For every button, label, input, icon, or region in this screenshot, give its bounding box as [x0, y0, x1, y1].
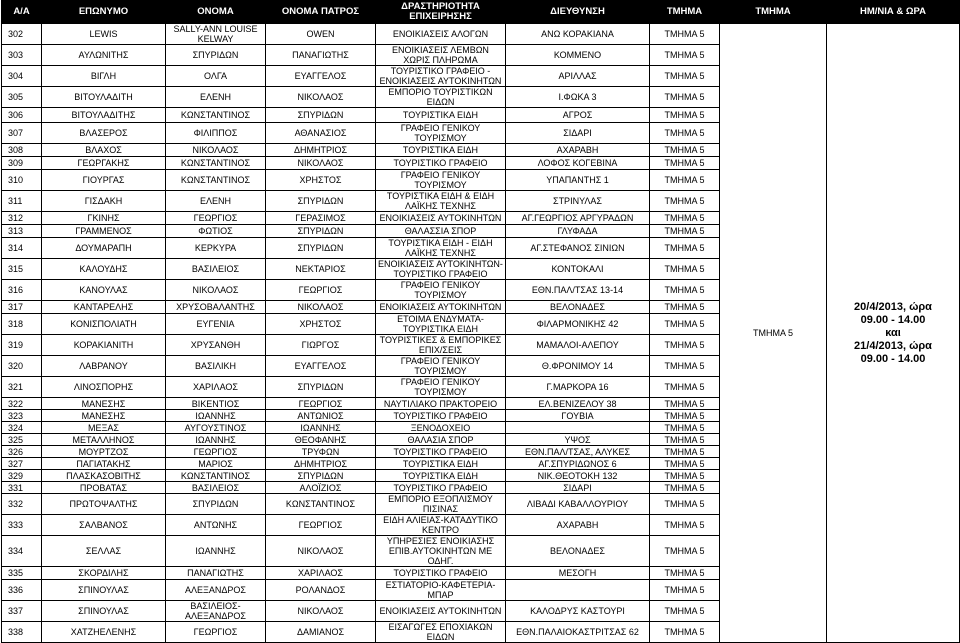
cell-patros: ΑΛΟΪΖΙΟΣ — [266, 482, 376, 494]
cell-onoma: ΙΩΑΝΝΗΣ — [166, 434, 266, 446]
cell-patros: ΧΡΗΣΤΟΣ — [266, 314, 376, 335]
cell-dieythynsi: ΚΟΜΜΕΝΟ — [506, 45, 650, 66]
cell-onoma: ΙΩΑΝΝΗΣ — [166, 536, 266, 567]
cell-eponymo: ΠΡΩΤΟΨΑΛΤΗΣ — [42, 494, 166, 515]
cell-tmima: ΤΜΗΜΑ 5 — [650, 157, 720, 170]
cell-onoma: ΧΡΥΣΑΝΘΗ — [166, 335, 266, 356]
cell-tmima: ΤΜΗΜΑ 5 — [650, 87, 720, 108]
cell-onoma: SALLY-ANN LOUISE KELWAY — [166, 24, 266, 45]
cell-eponymo: ΚΑΛΟΥΔΗΣ — [42, 259, 166, 280]
cell-aa: 333 — [2, 515, 42, 536]
cell-aa: 327 — [2, 458, 42, 470]
cell-dieythynsi: ΦΙΛΑΡΜΟΝΙΚΗΣ 42 — [506, 314, 650, 335]
cell-aa: 305 — [2, 87, 42, 108]
cell-eponymo: ΚΟΝΙΣΠΟΛΙΑΤΗ — [42, 314, 166, 335]
date-line: 20/4/2013, ώρα — [854, 300, 932, 313]
cell-drastiriotita: ΤΟΥΡΙΣΤΙΚΑ ΕΙΔΗ - ΕΙΔΗ ΛΑΪΚΗΣ ΤΕΧΝΗΣ — [376, 238, 506, 259]
cell-drastiriotita: ΓΡΑΦΕΙΟ ΓΕΝΙΚΟΥ ΤΟΥΡΙΣΜΟΥ — [376, 280, 506, 301]
cell-aa: 310 — [2, 170, 42, 191]
cell-drastiriotita: ΤΟΥΡΙΣΤΙΚΟ ΓΡΑΦΕΙΟ — [376, 482, 506, 494]
cell-patros: ΝΙΚΟΛΑΟΣ — [266, 536, 376, 567]
cell-drastiriotita: ΤΟΥΡΙΣΤΙΚΑ ΕΙΔΗ — [376, 144, 506, 157]
cell-eponymo: ΣΕΛΛΑΣ — [42, 536, 166, 567]
cell-eponymo: ΒΛΑΧΟΣ — [42, 144, 166, 157]
cell-onoma: ΑΛΕΞΑΝΔΡΟΣ — [166, 580, 266, 601]
cell-onoma: ΣΠΥΡΙΔΩΝ — [166, 45, 266, 66]
cell-dieythynsi — [506, 580, 650, 601]
cell-drastiriotita: ΤΟΥΡΙΣΤΙΚΕΣ & ΕΜΠΟΡΙΚΕΣ ΕΠΙΧ/ΣΕΙΣ — [376, 335, 506, 356]
cell-patros: ΑΝΤΩΝΙΟΣ — [266, 410, 376, 422]
cell-eponymo: ΜΑΝΕΣΗΣ — [42, 398, 166, 410]
cell-aa: 304 — [2, 66, 42, 87]
cell-tmima: ΤΜΗΜΑ 5 — [650, 144, 720, 157]
cell-patros: ΝΙΚΟΛΑΟΣ — [266, 301, 376, 314]
cell-dieythynsi: ΑΝΩ ΚΟΡΑΚΙΑΝΑ — [506, 24, 650, 45]
cell-aa: 309 — [2, 157, 42, 170]
cell-drastiriotita: ΤΟΥΡΙΣΤΙΚΑ ΕΙΔΗ — [376, 108, 506, 123]
cell-tmima: ΤΜΗΜΑ 5 — [650, 622, 720, 643]
cell-dieythynsi: ΛΙΒΑΔΙ ΚΑΒΑΛΛΟΥΡΙΟΥ — [506, 494, 650, 515]
cell-aa: 317 — [2, 301, 42, 314]
cell-tmima: ΤΜΗΜΑ 5 — [650, 108, 720, 123]
cell-eponymo: ΜΕΞΑΣ — [42, 422, 166, 434]
merged-date-cell — [827, 24, 960, 643]
cell-patros: ΣΠΥΡΙΔΩΝ — [266, 238, 376, 259]
cell-drastiriotita: ΤΟΥΡΙΣΤΙΚΟ ΓΡΑΦΕΙΟ — [376, 410, 506, 422]
cell-tmima: ΤΜΗΜΑ 5 — [650, 515, 720, 536]
cell-patros: ΓΕΩΡΓΙΟΣ — [266, 280, 376, 301]
cell-patros: ΣΠΥΡΙΔΩΝ — [266, 470, 376, 482]
cell-tmima: ΤΜΗΜΑ 5 — [650, 301, 720, 314]
cell-patros: ΓΕΡΑΣΙΜΟΣ — [266, 212, 376, 225]
cell-tmima: ΤΜΗΜΑ 5 — [650, 170, 720, 191]
cell-aa: 334 — [2, 536, 42, 567]
cell-dieythynsi: ΑΓ.ΣΤΕΦΑΝΟΣ ΣΙΝΙΩΝ — [506, 238, 650, 259]
cell-aa: 329 — [2, 470, 42, 482]
cell-eponymo: ΣΚΟΡΔΙΛΗΣ — [42, 567, 166, 580]
cell-tmima: ΤΜΗΜΑ 5 — [650, 458, 720, 470]
cell-drastiriotita: ΕΙΔΗ ΑΛΙΕΙΑΣ-ΚΑΤΑΔΥΤΙΚΟ ΚΕΝΤΡΟ — [376, 515, 506, 536]
cell-dieythynsi: ΒΕΛΟΝΑΔΕΣ — [506, 301, 650, 314]
cell-onoma: ΚΩΝΣΤΑΝΤΙΝΟΣ — [166, 470, 266, 482]
cell-aa: 319 — [2, 335, 42, 356]
cell-tmima: ΤΜΗΜΑ 5 — [650, 536, 720, 567]
cell-aa: 318 — [2, 314, 42, 335]
cell-drastiriotita: ΓΡΑΦΕΙΟ ΓΕΝΙΚΟΥ ΤΟΥΡΙΣΜΟΥ — [376, 377, 506, 398]
cell-patros: ΝΕΚΤΑΡΙΟΣ — [266, 259, 376, 280]
column-header: ΟΝΟΜΑ ΠΑΤΡΟΣ — [266, 1, 376, 24]
cell-drastiriotita: ΕΜΠΟΡΙΟ ΤΟΥΡΙΣΤΙΚΩΝ ΕΙΔΩΝ — [376, 87, 506, 108]
cell-drastiriotita: ΕΜΠΟΡΙΟ ΕΞΟΠΛΙΣΜΟΥ ΠΙΣΙΝΑΣ — [376, 494, 506, 515]
cell-tmima: ΤΜΗΜΑ 5 — [650, 580, 720, 601]
cell-eponymo: ΓΕΩΡΓΑΚΗΣ — [42, 157, 166, 170]
cell-eponymo: ΜΟΥΡΤΖΟΣ — [42, 446, 166, 458]
column-header: ΤΜΗΜΑ — [720, 1, 827, 24]
date-line: 09.00 - 14.00 — [860, 352, 926, 365]
cell-tmima: ΤΜΗΜΑ 5 — [650, 356, 720, 377]
cell-onoma: ΒΑΣΙΛΕΙΟΣ — [166, 259, 266, 280]
cell-drastiriotita: ΘΑΛΑΣΙΑ ΣΠΟΡ — [376, 434, 506, 446]
cell-onoma: ΓΕΩΡΓΙΟΣ — [166, 622, 266, 643]
cell-tmima: ΤΜΗΜΑ 5 — [650, 238, 720, 259]
cell-onoma: ΟΛΓΑ — [166, 66, 266, 87]
cell-dieythynsi: Γ.ΜΑΡΚΟΡΑ 16 — [506, 377, 650, 398]
cell-dieythynsi: ΛΟΦΟΣ ΚΟΓΕΒΙΝΑ — [506, 157, 650, 170]
cell-drastiriotita: ΓΡΑΦΕΙΟ ΓΕΝΙΚΟΥ ΤΟΥΡΙΣΜΟΥ — [376, 356, 506, 377]
cell-onoma: ΒΑΣΙΛΕΙΟΣ-ΑΛΕΞΑΝΔΡΟΣ — [166, 601, 266, 622]
cell-onoma: ΙΩΑΝΝΗΣ — [166, 410, 266, 422]
cell-eponymo: ΜΑΝΕΣΗΣ — [42, 410, 166, 422]
cell-aa: 321 — [2, 377, 42, 398]
cell-tmima: ΤΜΗΜΑ 5 — [650, 482, 720, 494]
cell-aa: 314 — [2, 238, 42, 259]
cell-patros: ΣΠΥΡΙΔΩΝ — [266, 377, 376, 398]
cell-eponymo: ΧΑΤΖΗΕΛΕΝΗΣ — [42, 622, 166, 643]
cell-drastiriotita: ΥΠΗΡΕΣΙΕΣ ΕΝΟΙΚΙΑΣΗΣ ΕΠΙΒ.ΑΥΤΟΚΙΝΗΤΩΝ ΜΕ ΟΔΗΓ. — [376, 536, 506, 567]
cell-onoma: ΚΩΝΣΤΑΝΤΙΝΟΣ — [166, 170, 266, 191]
cell-eponymo: ΠΑΓΙΑΤΑΚΗΣ — [42, 458, 166, 470]
cell-dieythynsi: ΜΕΣΟΓΗ — [506, 567, 650, 580]
cell-dieythynsi: ΑΓ.ΣΠΥΡΙΔΩΝΟΣ 6 — [506, 458, 650, 470]
cell-onoma: ΝΙΚΟΛΑΟΣ — [166, 280, 266, 301]
cell-aa: 313 — [2, 225, 42, 238]
cell-aa: 331 — [2, 482, 42, 494]
cell-dieythynsi: ΓΟΥΒΙΑ — [506, 410, 650, 422]
cell-eponymo: ΚΑΝΤΑΡΕΛΗΣ — [42, 301, 166, 314]
date-line: 21/4/2013, ώρα — [854, 339, 932, 352]
cell-onoma: ΚΩΝΣΤΑΝΤΙΝΟΣ — [166, 108, 266, 123]
cell-drastiriotita: ΘΑΛΑΣΣΙΑ ΣΠΟΡ — [376, 225, 506, 238]
cell-tmima: ΤΜΗΜΑ 5 — [650, 24, 720, 45]
cell-onoma: ΕΥΓΕΝΙΑ — [166, 314, 266, 335]
cell-drastiriotita: ΕΝΟΙΚΙΑΣΕΙΣ ΑΥΤΟΚΙΝΗΤΩΝ-ΤΟΥΡΙΣΤΙΚΟ ΓΡΑΦΕΙΟ — [376, 259, 506, 280]
cell-tmima: ΤΜΗΜΑ 5 — [650, 212, 720, 225]
cell-dieythynsi: ΣΙΔΑΡΙ — [506, 482, 650, 494]
cell-aa: 337 — [2, 601, 42, 622]
cell-dieythynsi: ΑΓΡΟΣ — [506, 108, 650, 123]
cell-eponymo: ΒΙΤΟΥΛΑΔΙΤΗ — [42, 87, 166, 108]
cell-eponymo: ΒΙΓΛΗ — [42, 66, 166, 87]
cell-aa: 325 — [2, 434, 42, 446]
cell-tmima: ΤΜΗΜΑ 5 — [650, 66, 720, 87]
cell-drastiriotita: ΕΝΟΙΚΙΑΣΕΙΣ ΑΛΟΓΩΝ — [376, 24, 506, 45]
date-line: και — [885, 326, 901, 339]
cell-eponymo: ΣΑΛΒΑΝΟΣ — [42, 515, 166, 536]
cell-aa: 316 — [2, 280, 42, 301]
cell-patros: ΣΠΥΡΙΔΩΝ — [266, 225, 376, 238]
cell-patros: ΣΠΥΡΙΔΩΝ — [266, 108, 376, 123]
cell-onoma: ΚΩΝΣΤΑΝΤΙΝΟΣ — [166, 157, 266, 170]
cell-tmima: ΤΜΗΜΑ 5 — [650, 398, 720, 410]
cell-patros: ΘΕΟΦΑΝΗΣ — [266, 434, 376, 446]
cell-patros: ΠΑΝΑΓΙΩΤΗΣ — [266, 45, 376, 66]
cell-drastiriotita: ΕΝΟΙΚΙΑΣΕΙΣ ΑΥΤΟΚΙΝΗΤΩΝ — [376, 212, 506, 225]
cell-drastiriotita: ΕΣΤΙΑΤΟΡΙΟ-ΚΑΦΕΤΕΡΙΑ-ΜΠΑΡ — [376, 580, 506, 601]
cell-aa: 311 — [2, 191, 42, 212]
cell-dieythynsi: ΝΙΚ.ΘΕΟΤΟΚΗ 132 — [506, 470, 650, 482]
cell-onoma: ΓΕΩΡΓΙΟΣ — [166, 212, 266, 225]
cell-drastiriotita: ΕΙΣΑΓΩΓΕΣ ΕΠΟΧΙΑΚΩΝ ΕΙΔΩΝ — [376, 622, 506, 643]
cell-eponymo: ΛΑΒΡΑΝΟΥ — [42, 356, 166, 377]
cell-onoma: ΠΑΝΑΓΙΩΤΗΣ — [166, 567, 266, 580]
cell-eponymo: ΣΠΙΝΟΥΛΑΣ — [42, 580, 166, 601]
cell-dieythynsi: ΥΠΑΠΑΝΤΗΣ 1 — [506, 170, 650, 191]
cell-dieythynsi — [506, 422, 650, 434]
cell-eponymo: ΣΠΙΝΟΥΛΑΣ — [42, 601, 166, 622]
cell-dieythynsi: ΑΧΑΡΑΒΗ — [506, 144, 650, 157]
cell-drastiriotita: ΕΝΟΙΚΙΑΣΕΙΣ ΛΕΜΒΩΝ ΧΩΡΙΣ ΠΛΗΡΩΜΑ — [376, 45, 506, 66]
cell-onoma: ΧΑΡΙΛΑΟΣ — [166, 377, 266, 398]
cell-patros: ΕΥΑΓΓΕΛΟΣ — [266, 66, 376, 87]
cell-dieythynsi: ΣΤΡΙΝΥΛΑΣ — [506, 191, 650, 212]
column-header: ΔΙΕΥΘΥΝΣΗ — [506, 1, 650, 24]
column-header: ΕΠΩΝΥΜΟ — [42, 1, 166, 24]
cell-patros: ΧΡΗΣΤΟΣ — [266, 170, 376, 191]
cell-dieythynsi: ΕΛ.ΒΕΝΙΖΕΛΟΥ 38 — [506, 398, 650, 410]
cell-aa: 306 — [2, 108, 42, 123]
cell-eponymo: ΓΡΑΜΜΕΝΟΣ — [42, 225, 166, 238]
cell-tmima: ΤΜΗΜΑ 5 — [650, 446, 720, 458]
cell-dieythynsi: ΑΓ.ΓΕΩΡΓΙΟΣ ΑΡΓΥΡΑΔΩΝ — [506, 212, 650, 225]
cell-dieythynsi: ΓΛΥΦΑΔΑ — [506, 225, 650, 238]
cell-eponymo: ΓΚΙΝΗΣ — [42, 212, 166, 225]
cell-dieythynsi: ΣΙΔΑΡΙ — [506, 123, 650, 144]
cell-patros: ΝΙΚΟΛΑΟΣ — [266, 87, 376, 108]
cell-patros: ΓΙΩΡΓΟΣ — [266, 335, 376, 356]
cell-eponymo: ΔΟΥΜΑΡΑΠΗ — [42, 238, 166, 259]
cell-patros: ΑΘΑΝΑΣΙΟΣ — [266, 123, 376, 144]
cell-aa: 326 — [2, 446, 42, 458]
cell-onoma: ΒΑΣΙΛΙΚΗ — [166, 356, 266, 377]
cell-eponymo: ΒΛΑΣΕΡΟΣ — [42, 123, 166, 144]
cell-aa: 320 — [2, 356, 42, 377]
cell-patros: ΔΑΜΙΑΝΟΣ — [266, 622, 376, 643]
cell-drastiriotita: ΓΡΑΦΕΙΟ ΓΕΝΙΚΟΥ ΤΟΥΡΙΣΜΟΥ — [376, 170, 506, 191]
merged-tmima-cell: ΤΜΗΜΑ 5 — [720, 24, 827, 643]
cell-tmima: ΤΜΗΜΑ 5 — [650, 280, 720, 301]
cell-aa: 338 — [2, 622, 42, 643]
cell-aa: 324 — [2, 422, 42, 434]
cell-tmima: ΤΜΗΜΑ 5 — [650, 567, 720, 580]
cell-patros: ΕΥΑΓΓΕΛΟΣ — [266, 356, 376, 377]
cell-tmima: ΤΜΗΜΑ 5 — [650, 225, 720, 238]
header-row — [2, 1, 960, 24]
cell-dieythynsi: ΑΡΙΛΛΑΣ — [506, 66, 650, 87]
cell-aa: 335 — [2, 567, 42, 580]
column-header: ΗΜ/ΝΙΑ & ΩΡΑ — [827, 1, 960, 24]
cell-dieythynsi: ΑΧΑΡΑΒΗ — [506, 515, 650, 536]
cell-eponymo: LEWIS — [42, 24, 166, 45]
cell-onoma: ΒΙΚΕΝΤΙΟΣ — [166, 398, 266, 410]
cell-eponymo: ΑΥΛΩΝΙΤΗΣ — [42, 45, 166, 66]
cell-drastiriotita: ΤΟΥΡΙΣΤΙΚΑ ΕΙΔΗ — [376, 470, 506, 482]
cell-aa: 323 — [2, 410, 42, 422]
cell-onoma: ΧΡΥΣΟΒΑΛΑΝΤΗΣ — [166, 301, 266, 314]
cell-patros: ΧΑΡΙΛΑΟΣ — [266, 567, 376, 580]
cell-patros: ΤΡΥΦΩΝ — [266, 446, 376, 458]
cell-aa: 308 — [2, 144, 42, 157]
cell-drastiriotita: ΤΟΥΡΙΣΤΙΚΑ ΕΙΔΗ — [376, 458, 506, 470]
cell-onoma: ΓΕΩΡΓΙΟΣ — [166, 446, 266, 458]
cell-patros: OWEN — [266, 24, 376, 45]
cell-tmima: ΤΜΗΜΑ 5 — [650, 259, 720, 280]
cell-aa: 303 — [2, 45, 42, 66]
cell-eponymo: ΒΙΤΟΥΛΑΔΙΤΗΣ — [42, 108, 166, 123]
cell-drastiriotita: ΤΟΥΡΙΣΤΙΚΟ ΓΡΑΦΕΙΟ — [376, 567, 506, 580]
cell-drastiriotita: ΞΕΝΟΔΟΧΕΙΟ — [376, 422, 506, 434]
cell-tmima: ΤΜΗΜΑ 5 — [650, 123, 720, 144]
cell-patros: ΔΗΜΗΤΡΙΟΣ — [266, 458, 376, 470]
column-header: ΟΝΟΜΑ — [166, 1, 266, 24]
table-body — [2, 24, 960, 643]
cell-tmima: ΤΜΗΜΑ 5 — [650, 422, 720, 434]
cell-dieythynsi: Ι.ΦΩΚΑ 3 — [506, 87, 650, 108]
cell-onoma: ΒΑΣΙΛΕΙΟΣ — [166, 482, 266, 494]
cell-patros: ΣΠΥΡΙΔΩΝ — [266, 191, 376, 212]
cell-drastiriotita: ΓΡΑΦΕΙΟ ΓΕΝΙΚΟΥ ΤΟΥΡΙΣΜΟΥ — [376, 123, 506, 144]
cell-eponymo: ΓΙΣΔΑΚΗ — [42, 191, 166, 212]
cell-tmima: ΤΜΗΜΑ 5 — [650, 470, 720, 482]
cell-patros: ΔΗΜΗΤΡΙΟΣ — [266, 144, 376, 157]
cell-aa: 312 — [2, 212, 42, 225]
column-header: A/A — [2, 1, 42, 24]
column-header: ΤΜΗΜΑ — [650, 1, 720, 24]
cell-dieythynsi: ΚΑΛΟΔΡΥΣ ΚΑΣΤΟΥΡΙ — [506, 601, 650, 622]
cell-onoma: ΑΥΓΟΥΣΤΙΝΟΣ — [166, 422, 266, 434]
cell-eponymo: ΜΕΤΑΛΛΗΝΟΣ — [42, 434, 166, 446]
cell-eponymo: ΚΟΡΑΚΙΑΝΙΤΗ — [42, 335, 166, 356]
date-line: 09.00 - 14.00 — [860, 313, 926, 326]
cell-dieythynsi: ΕΘΝ.ΠΑΛ/ΤΣΑΣ, ΑΛΥΚΕΣ — [506, 446, 650, 458]
cell-dieythynsi: ΥΨΟΣ — [506, 434, 650, 446]
cell-onoma: ΑΝΤΩΝΗΣ — [166, 515, 266, 536]
cell-patros: ΝΙΚΟΛΑΟΣ — [266, 157, 376, 170]
cell-patros: ΝΙΚΟΛΑΟΣ — [266, 601, 376, 622]
cell-patros: ΚΩΝΣΤΑΝΤΙΝΟΣ — [266, 494, 376, 515]
schedule-table — [1, 0, 960, 643]
cell-drastiriotita: ΤΟΥΡΙΣΤΙΚΟ ΓΡΑΦΕΙΟ — [376, 446, 506, 458]
cell-eponymo: ΛΙΝΟΣΠΟΡΗΣ — [42, 377, 166, 398]
table-row — [2, 24, 960, 45]
cell-onoma: ΦΙΛΙΠΠΟΣ — [166, 123, 266, 144]
cell-drastiriotita: ΤΟΥΡΙΣΤΙΚΟ ΓΡΑΦΕΙΟ - ΕΝΟΙΚΙΑΣΕΙΣ ΑΥΤΟΚΙΝΗΤΩΝ — [376, 66, 506, 87]
cell-tmima: ΤΜΗΜΑ 5 — [650, 377, 720, 398]
cell-aa: 332 — [2, 494, 42, 515]
cell-dieythynsi: ΕΘΝ.ΠΑΛΑΙΟΚΑΣΤΡΙΤΣΑΣ 62 — [506, 622, 650, 643]
cell-drastiriotita: ΤΟΥΡΙΣΤΙΚΑ ΕΙΔΗ & ΕΙΔΗ ΛΑΪΚΗΣ ΤΕΧΝΗΣ — [376, 191, 506, 212]
cell-tmima: ΤΜΗΜΑ 5 — [650, 494, 720, 515]
cell-eponymo: ΚΑΝΟΥΛΑΣ — [42, 280, 166, 301]
cell-onoma: ΕΛΕΝΗ — [166, 87, 266, 108]
cell-drastiriotita: ΝΑΥΤΙΛΙΑΚΟ ΠΡΑΚΤΟΡΕΙΟ — [376, 398, 506, 410]
cell-tmima: ΤΜΗΜΑ 5 — [650, 314, 720, 335]
cell-dieythynsi: ΒΕΛΟΝΑΔΕΣ — [506, 536, 650, 567]
cell-dieythynsi: ΕΘΝ.ΠΑΛ/ΤΣΑΣ 13-14 — [506, 280, 650, 301]
cell-patros: ΓΕΩΡΓΙΟΣ — [266, 515, 376, 536]
cell-dieythynsi: ΜΑΜΑΛΟΙ-ΑΛΕΠΟΥ — [506, 335, 650, 356]
cell-onoma: ΜΑΡΙΟΣ — [166, 458, 266, 470]
cell-eponymo: ΠΛΑΣΚΑΣΟΒΙΤΗΣ — [42, 470, 166, 482]
cell-tmima: ΤΜΗΜΑ 5 — [650, 191, 720, 212]
cell-drastiriotita: ΕΝΟΙΚΙΑΣΕΙΣ ΑΥΤΟΚΙΝΗΤΩΝ — [376, 601, 506, 622]
cell-aa: 315 — [2, 259, 42, 280]
cell-aa: 307 — [2, 123, 42, 144]
cell-eponymo: ΓΙΟΥΡΓΑΣ — [42, 170, 166, 191]
column-header: ΔΡΑΣΤΗΡΙΟΤΗΤΑ ΕΠΙΧΕΙΡΗΣΗΣ — [376, 1, 506, 24]
cell-dieythynsi: Θ.ΦΡΟΝΙΜΟΥ 14 — [506, 356, 650, 377]
cell-drastiriotita: ΕΤΟΙΜΑ ΕΝΔΥΜΑΤΑ-ΤΟΥΡΙΣΤΙΚΑ ΕΙΔΗ — [376, 314, 506, 335]
cell-patros: ΡΟΛΑΝΔΟΣ — [266, 580, 376, 601]
cell-tmima: ΤΜΗΜΑ 5 — [650, 434, 720, 446]
cell-tmima: ΤΜΗΜΑ 5 — [650, 335, 720, 356]
cell-patros: ΓΕΩΡΓΙΟΣ — [266, 398, 376, 410]
cell-onoma: ΝΙΚΟΛΑΟΣ — [166, 144, 266, 157]
cell-tmima: ΤΜΗΜΑ 5 — [650, 410, 720, 422]
cell-onoma: ΕΛΕΝΗ — [166, 191, 266, 212]
cell-patros: ΙΩΑΝΝΗΣ — [266, 422, 376, 434]
cell-tmima: ΤΜΗΜΑ 5 — [650, 45, 720, 66]
cell-aa: 322 — [2, 398, 42, 410]
cell-dieythynsi: ΚΟΝΤΟΚΑΛΙ — [506, 259, 650, 280]
cell-aa: 302 — [2, 24, 42, 45]
cell-onoma: ΦΩΤΙΟΣ — [166, 225, 266, 238]
cell-eponymo: ΠΡΟΒΑΤΑΣ — [42, 482, 166, 494]
cell-aa: 336 — [2, 580, 42, 601]
cell-tmima: ΤΜΗΜΑ 5 — [650, 601, 720, 622]
cell-onoma: ΣΠΥΡΙΔΩΝ — [166, 494, 266, 515]
cell-drastiriotita: ΕΝΟΙΚΙΑΣΕΙΣ ΑΥΤΟΚΙΝΗΤΩΝ — [376, 301, 506, 314]
cell-onoma: ΚΕΡΚΥΡΑ — [166, 238, 266, 259]
cell-drastiriotita: ΤΟΥΡΙΣΤΙΚΟ ΓΡΑΦΕΙΟ — [376, 157, 506, 170]
